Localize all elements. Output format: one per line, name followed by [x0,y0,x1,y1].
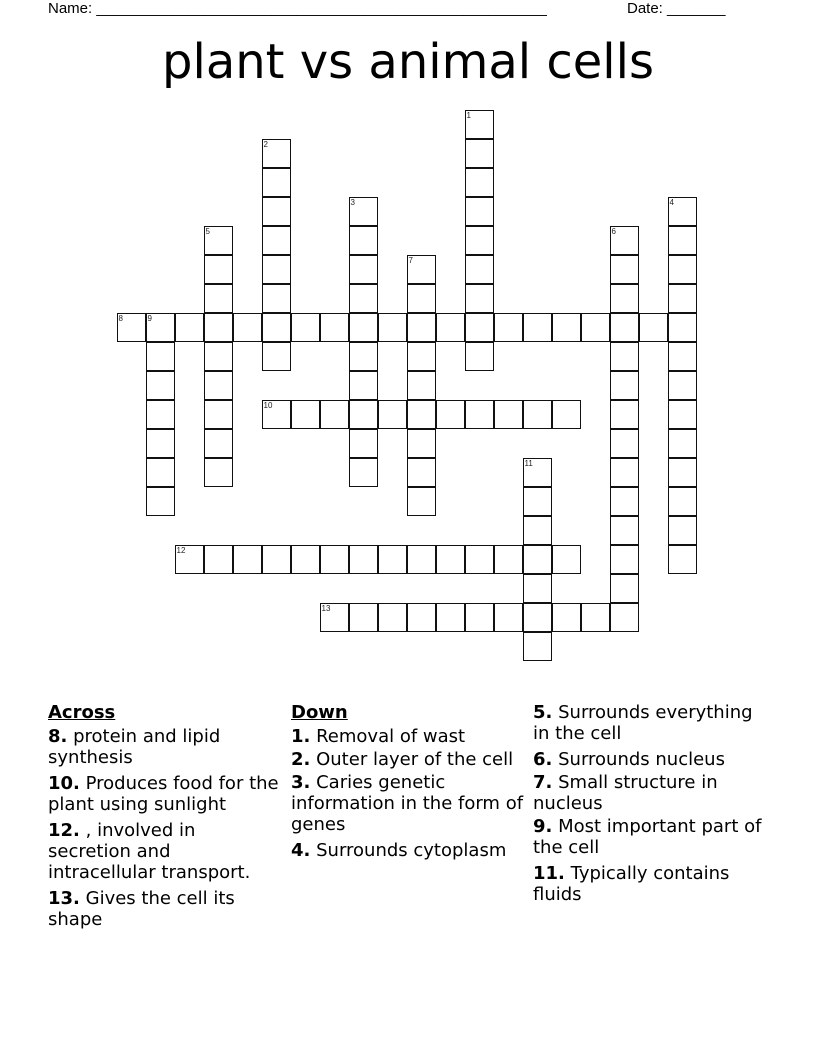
crossword-cell[interactable] [378,603,407,632]
clue-number: 13. [48,888,80,909]
crossword-cell[interactable] [610,545,639,574]
clue-down-1 [291,726,531,747]
crossword-cell[interactable] [668,197,697,226]
crossword-cell[interactable] [668,313,697,342]
clue-number-label: 10 [263,400,273,410]
crossword-cell[interactable] [436,400,465,429]
clue-number: 6. [533,749,553,770]
crossword-cell[interactable] [146,429,175,458]
crossword-cell[interactable] [407,400,436,429]
crossword-cell[interactable] [523,545,552,574]
clue-text: Surrounds everything in the cell [533,702,753,744]
clue-text: Outer layer of the cell [316,749,514,770]
clue-text: Caries genetic information in the form of genes [291,772,524,835]
crossword-cell[interactable] [204,545,233,574]
clue-text: Produces food for the plant using sunlight [48,773,279,815]
page-title: plant vs animal cells [162,34,654,90]
clue-number: 2. [291,749,311,770]
crossword-cell[interactable] [349,284,378,313]
crossword-cell[interactable] [378,545,407,574]
clue-text: Gives the cell its shape [48,888,235,930]
crossword-cell[interactable] [146,371,175,400]
clue-down-4 [291,840,531,861]
crossword-cell[interactable] [407,545,436,574]
crossword-cell[interactable] [581,603,610,632]
crossword-cell[interactable] [320,400,349,429]
crossword-cell[interactable] [407,458,436,487]
clue-number-label: 6 [611,226,616,236]
clue-number: 12. [48,820,80,841]
clue-number: 4. [291,840,311,861]
crossword-cell[interactable] [407,342,436,371]
clue-number-label: 9 [147,313,152,323]
crossword-cell[interactable] [436,603,465,632]
crossword-cell[interactable] [407,255,436,284]
clue-across-10 [48,773,283,815]
crossword-cell[interactable] [262,313,291,342]
crossword-cell[interactable] [407,371,436,400]
crossword-cell[interactable] [465,110,494,139]
crossword-cell[interactable] [523,603,552,632]
crossword-cell[interactable] [610,487,639,516]
clue-down-11 [533,863,773,905]
crossword-cell[interactable] [465,400,494,429]
crossword-cell[interactable] [610,226,639,255]
crossword-cell[interactable] [465,168,494,197]
crossword-cell[interactable] [262,284,291,313]
crossword-cell[interactable] [349,429,378,458]
crossword-cell[interactable] [349,313,378,342]
crossword-cell[interactable] [262,545,291,574]
crossword-cell[interactable] [204,429,233,458]
across-heading: Across [48,702,116,723]
crossword-cell[interactable] [523,516,552,545]
crossword-cell[interactable] [407,429,436,458]
clue-number: 10. [48,773,80,794]
clue-down-5 [533,702,773,744]
crossword-cell[interactable] [610,516,639,545]
crossword-cell[interactable] [407,284,436,313]
date-field[interactable]: Date: _______ [627,0,726,17]
crossword-cell[interactable] [262,226,291,255]
crossword-cell[interactable] [436,545,465,574]
crossword-cell[interactable] [552,313,581,342]
crossword-cell[interactable] [465,313,494,342]
clue-text: Removal of wast [316,726,466,747]
crossword-cell[interactable] [465,603,494,632]
crossword-cell[interactable] [523,400,552,429]
crossword-cell[interactable] [552,400,581,429]
crossword-cell[interactable] [668,371,697,400]
clue-number-label: 1 [466,110,471,120]
crossword-cell[interactable] [668,255,697,284]
crossword-cell[interactable] [610,458,639,487]
crossword-cell[interactable] [204,400,233,429]
crossword-cell[interactable] [262,139,291,168]
crossword-cell[interactable] [407,603,436,632]
crossword-cell[interactable] [668,226,697,255]
crossword-cell[interactable] [465,545,494,574]
crossword-cell[interactable] [320,603,349,632]
clue-number-label: 13 [321,603,331,613]
crossword-cell[interactable] [349,545,378,574]
crossword-cell[interactable] [668,458,697,487]
crossword-cell[interactable] [204,458,233,487]
crossword-cell[interactable] [465,342,494,371]
crossword-cell[interactable] [407,313,436,342]
crossword-cell[interactable] [523,313,552,342]
crossword-cell[interactable] [610,603,639,632]
clue-text: Most important part of the cell [533,816,762,858]
crossword-cell[interactable] [668,545,697,574]
crossword-cell[interactable] [204,342,233,371]
crossword-cell[interactable] [291,545,320,574]
crossword-cell[interactable] [523,458,552,487]
clue-number: 9. [533,816,553,837]
crossword-cell[interactable] [523,574,552,603]
crossword-cell[interactable] [494,400,523,429]
crossword-cell[interactable] [204,255,233,284]
clue-number-label: 4 [669,197,674,207]
crossword-cell[interactable] [494,545,523,574]
clues-column-1 [48,702,283,935]
crossword-cell[interactable] [291,313,320,342]
crossword-cell[interactable] [581,313,610,342]
clue-down-6 [533,749,773,770]
clue-number: 7. [533,772,553,793]
crossword-cell[interactable] [668,284,697,313]
crossword-cell[interactable] [610,284,639,313]
crossword-cell[interactable] [349,603,378,632]
crossword-cell[interactable] [378,400,407,429]
crossword-cell[interactable] [465,284,494,313]
crossword-cell[interactable] [262,197,291,226]
crossword-cell[interactable] [610,574,639,603]
clue-number-label: 11 [524,458,533,468]
crossword-cell[interactable] [494,313,523,342]
clue-down-7 [533,772,773,814]
clue-text: , involved in secretion and intracellular transport. [48,820,251,883]
clue-text: Typically contains fluids [533,863,730,905]
name-field[interactable]: Name: ______________________________________________________ [48,0,547,17]
clue-number-label: 8 [118,313,123,323]
clue-number: 1. [291,726,311,747]
clue-number-label: 12 [176,545,186,555]
crossword-cell[interactable] [639,313,668,342]
crossword-cell[interactable] [146,458,175,487]
crossword-cell[interactable] [668,487,697,516]
crossword-cell[interactable] [349,371,378,400]
crossword-cell[interactable] [610,429,639,458]
clue-number-label: 2 [263,139,268,149]
crossword-cell[interactable] [610,255,639,284]
clue-number-label: 5 [205,226,210,236]
crossword-cell[interactable] [146,313,175,342]
crossword-cell[interactable] [465,139,494,168]
clue-text: Surrounds nucleus [558,749,725,770]
clue-across-8 [48,726,283,768]
crossword-cell[interactable] [610,400,639,429]
clue-across-13 [48,888,283,930]
crossword-cell[interactable] [204,313,233,342]
crossword-cell[interactable] [552,545,581,574]
crossword-cell[interactable] [494,603,523,632]
crossword-cell[interactable] [146,400,175,429]
clue-down-2 [291,749,531,770]
clues-column-3 [533,702,773,910]
crossword-cell[interactable] [668,429,697,458]
clue-text: protein and lipid synthesis [48,726,221,768]
crossword-cell[interactable] [668,342,697,371]
crossword-cell[interactable] [610,313,639,342]
crossword-cell[interactable] [668,516,697,545]
crossword-cell[interactable] [175,313,204,342]
crossword-cell[interactable] [204,226,233,255]
crossword-cell[interactable] [262,168,291,197]
crossword-cell[interactable] [320,313,349,342]
crossword-cell[interactable] [610,342,639,371]
crossword-cell[interactable] [407,487,436,516]
clue-number-label: 7 [408,255,413,265]
crossword-cell[interactable] [465,255,494,284]
crossword-cell[interactable] [175,545,204,574]
clue-text: Surrounds cytoplasm [316,840,507,861]
crossword-cell[interactable] [465,226,494,255]
clue-number: 8. [48,726,68,747]
crossword-cell[interactable] [262,342,291,371]
clue-number: 11. [533,863,565,884]
clue-across-12 [48,820,283,883]
clue-number: 5. [533,702,553,723]
crossword-cell[interactable] [233,313,262,342]
clue-down-9 [533,816,773,858]
crossword-cell[interactable] [349,458,378,487]
crossword-cell[interactable] [610,371,639,400]
crossword-cell[interactable] [465,197,494,226]
clue-number: 3. [291,772,311,793]
clue-number-label: 3 [350,197,355,207]
crossword-cell[interactable] [291,400,320,429]
down-heading: Down [291,702,348,723]
crossword-cell[interactable] [436,313,465,342]
crossword-cell[interactable] [668,400,697,429]
crossword-cell[interactable] [378,313,407,342]
crossword-cell[interactable] [552,603,581,632]
clue-text: Small structure in nucleus [533,772,718,814]
crossword-cell[interactable] [349,197,378,226]
crossword-cell[interactable] [349,342,378,371]
clue-down-3 [291,772,531,835]
crossword-cell[interactable] [349,226,378,255]
crossword-cell[interactable] [146,342,175,371]
crossword-cell[interactable] [262,255,291,284]
clues-column-2 [291,702,531,866]
crossword-cell[interactable] [233,545,262,574]
crossword-cell[interactable] [523,632,552,661]
crossword-cell[interactable] [349,255,378,284]
crossword-cell[interactable] [523,487,552,516]
crossword-cell[interactable] [204,371,233,400]
crossword-cell[interactable] [204,284,233,313]
crossword-cell[interactable] [262,400,291,429]
crossword-cell[interactable] [146,487,175,516]
crossword-cell[interactable] [117,313,146,342]
crossword-cell[interactable] [349,400,378,429]
crossword-cell[interactable] [320,545,349,574]
